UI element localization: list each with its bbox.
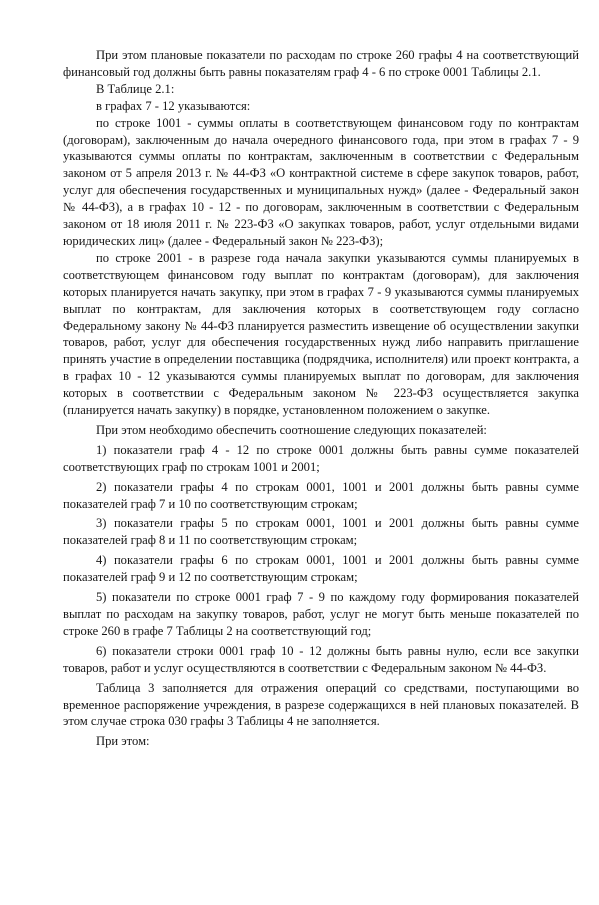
document-page [63,47,579,750]
list-item-ratio-3: 3) показатели графы 5 по строкам 0001, 1001 и 2001 должны быть равны сумме показателей граф 8 и 11 по соответствующим строкам; [63,516,579,548]
list-item-ratio-4: 4) показатели графы 6 по строкам 0001, 1001 и 2001 должны быть равны сумме показателей граф 9 и 12 по соответствующим строкам; [63,553,579,585]
paragraph-row-2001: по строке 2001 - в разрезе года начала закупки указываются суммы планируемых в соответствующем финансовом году выплат по контрактам (договорам), для заключения которых планируется начать закупку, при этом в графах 7 - 9 указываются суммы планируемых выплат по контрактам, для заключения которых в соответствующем году согласно Федеральному закону № 44-ФЗ планируется разместить извещение об осуществлении закупки товаров, работ, услуг для обеспечения государственных нужд либо направить приглашение принять участие в определении поставщика (подрядчика, исполнителя) или проект контракта, а в графах 10 - 12 указываются суммы планируемых выплат по договорам, для заключения которых в соответствии с Федеральным законом № 223-ФЗ осуществляется закупка (планируется начать закупку) в порядке, установленном положением о закупке. [63,250,579,418]
paragraph-table-3: Таблица 3 заполняется для отражения операций со средствами, поступающими во временное распоряжение учреждения, в разрезе содержащихся в ней плановых показателей. В этом случае строка 030 графы 3 Таблицы 4 не заполняется. [63,680,579,729]
paragraph-ratio-intro: При этом необходимо обеспечить соотношение следующих показателей: [96,422,487,437]
paragraph-at-this: При этом: [96,734,150,749]
paragraph-columns-7-12: в графах 7 - 12 указываются: [96,98,251,113]
list-item-ratio-6: 6) показатели строки 0001 граф 10 - 12 должны быть равны нулю, если все закупки товаров, работ и услуг осуществляются в соответствии с Федеральным законом № 44-ФЗ. [63,643,579,675]
list-item-ratio-1: 1) показатели граф 4 - 12 по строке 0001 должны быть равны сумме показателей соответствующих граф по строкам 1001 и 2001; [63,442,579,474]
paragraph-row-1001: по строке 1001 - суммы оплаты в соответствующем финансовом году по контрактам (договорам), заключенным до начала очередного финансового года, при этом в графах 7 - 9 указываются суммы оплаты по контрактам, заключенным в соответствии с Федеральным законом от 5 апреля 2013 г. № 44-ФЗ «О контрактной системе в сфере закупок товаров, работ, услуг для обеспечения государственных и муниципальных нужд» (далее - Федеральный закон № 44-ФЗ), а в графах 10 - 12 - по договорам, заключенным в соответствии с Федеральным законом от 18 июля 2011 г. № 223-ФЗ «О закупках товаров, работ, услуг отдельными видами юридических лиц» (далее - Федеральный закон № 223-ФЗ); [63,115,579,248]
paragraph-table-2-1-heading: В Таблице 2.1: [96,81,175,96]
list-item-ratio-5: 5) показатели по строке 0001 граф 7 - 9 по каждому году формирования показателей выплат по расходам на закупку товаров, работ, услуг не могут быть меньше показателей по строке 260 в графе 7 Таблицы 2 на соответствующий год; [63,590,579,638]
paragraph-plan-indicators-260: При этом плановые показатели по расходам по строке 260 графы 4 на соответствующий финансовый год должны быть равны показателям граф 4 - 6 по строке 0001 Таблицы 2.1. [63,48,579,79]
list-item-ratio-2: 2) показатели графы 4 по строкам 0001, 1001 и 2001 должны быть равны сумме показателей граф 7 и 10 по соответствующим строкам; [63,479,579,511]
